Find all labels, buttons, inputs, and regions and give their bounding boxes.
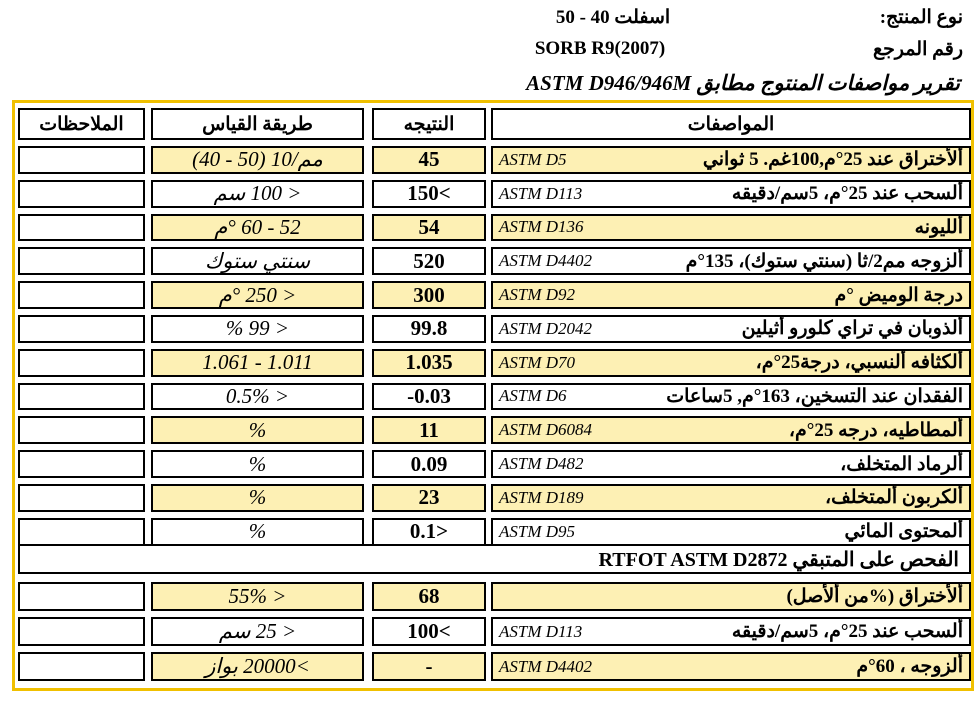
notes-cell: [18, 652, 145, 681]
notes-cell: [18, 484, 145, 512]
table-row: [15, 278, 971, 312]
method-text: مم/10 (50 - 40): [192, 147, 323, 172]
spec-name: ألزوجه ، 60°م: [856, 656, 963, 677]
notes-cell: [18, 214, 145, 242]
section-title: [18, 544, 971, 574]
table-row: [15, 312, 971, 346]
astm-standard: ASTM D5: [499, 149, 567, 169]
method-text: سنتي ستوك: [204, 248, 311, 273]
result-cell: -0.03: [372, 383, 486, 411]
table-row: [15, 649, 971, 684]
notes-cell: [18, 383, 145, 411]
result-cell: 99.8: [372, 315, 486, 343]
result-cell: -: [372, 652, 486, 681]
astm-standard: ASTM D136: [499, 217, 584, 237]
method-cell: [151, 247, 364, 275]
result-cell: 0.1>: [372, 518, 486, 546]
astm-standard: ASTM D189: [499, 487, 584, 507]
reference-label: رقم المرجع: [872, 39, 963, 60]
spec-cell: [491, 281, 971, 309]
method-cell: [151, 416, 364, 444]
column-header-method: طريقة القياس: [151, 108, 364, 140]
method-cell: [151, 450, 364, 478]
method-text: %: [248, 519, 267, 544]
method-text: < 55%: [228, 584, 287, 608]
result-cell: 68: [372, 582, 486, 611]
spec-name: ألأختراق عند 25°م,100غم. 5 ثواني: [702, 149, 963, 171]
result-cell: 150<: [372, 180, 486, 208]
table-row: [15, 380, 971, 414]
method-cell: [151, 214, 364, 242]
notes-cell: [18, 247, 145, 275]
method-text: < 100 سم: [213, 181, 302, 206]
astm-standard: ASTM D6: [499, 386, 567, 406]
spec-name: الفقدان عند التسخين، 163°م, 5ساعات: [666, 385, 963, 407]
astm-standard: ASTM D95: [499, 521, 576, 541]
notes-cell: [18, 349, 145, 377]
spec-cell: [491, 450, 971, 478]
spec-name: درجة الوميض °م: [834, 284, 963, 306]
table-header-row: [15, 105, 971, 143]
spec-name: ألمطاطيه، درجه 25°م،: [788, 419, 963, 441]
spec-name: ألذوبان في تراي كلورو أثيلين: [741, 318, 963, 340]
astm-standard: ASTM D92: [499, 285, 576, 305]
method-cell: [151, 484, 364, 512]
notes-cell: [18, 315, 145, 343]
method-text: %: [248, 485, 267, 510]
method-text: < 250 °م: [218, 282, 297, 307]
result-cell: 54: [372, 214, 486, 242]
spec-name: ألكثافه ألنسبي، درجة25°م،: [755, 352, 963, 374]
method-cell: [151, 582, 364, 611]
method-cell: [151, 349, 364, 377]
method-cell: [151, 315, 364, 343]
spec-cell: [491, 349, 971, 377]
astm-standard: ASTM D70: [499, 352, 576, 372]
spec-cell: [491, 617, 971, 646]
notes-cell: [18, 582, 145, 611]
method-text: < 0.5%: [225, 384, 290, 408]
notes-cell: [18, 450, 145, 478]
spec-name: ألسحب عند 25°م، 5سم/دقيقه: [731, 621, 963, 642]
table-row: [15, 413, 971, 447]
method-cell: [151, 146, 364, 174]
result-cell: 520: [372, 247, 486, 275]
table-row: [15, 143, 971, 177]
spec-name: ألسحب عند 25°م، 5سم/دقيقه: [731, 183, 963, 205]
spec-cell: [491, 416, 971, 444]
spec-name: ألزوجه مم2/ثا (سنتي ستوك)، 135°م: [685, 250, 963, 272]
table-row: [15, 447, 971, 481]
notes-cell: [18, 416, 145, 444]
result-cell: 100<: [372, 617, 486, 646]
result-cell: 11: [372, 416, 486, 444]
result-cell: 45: [372, 146, 486, 174]
astm-standard: ASTM D4402: [499, 656, 593, 676]
method-cell: [151, 281, 364, 309]
table-row: [15, 346, 971, 380]
method-text: >20000 بواز: [205, 654, 310, 678]
method-cell: [151, 617, 364, 646]
reference-value: SORB R9(2007): [534, 38, 666, 59]
result-cell: 23: [372, 484, 486, 512]
product-type-value: اسفلت 40 - 50: [555, 7, 671, 28]
notes-cell: [18, 281, 145, 309]
spec-name: ألليونه: [914, 216, 963, 238]
astm-standard: ASTM D482: [499, 454, 584, 474]
spec-cell: [491, 383, 971, 411]
astm-standard: ASTM D6084: [499, 420, 593, 440]
spec-name: ألأختراق (%من ألأصل): [786, 586, 963, 607]
result-cell: 0.09: [372, 450, 486, 478]
table-row: [15, 614, 971, 649]
table-row: [15, 177, 971, 211]
table-row: [15, 244, 971, 278]
notes-cell: [18, 180, 145, 208]
method-text: 1.011 - 1.061: [202, 350, 313, 375]
spec-name: ألرماد المتخلف،: [840, 453, 963, 475]
column-header-result: النتيجه: [372, 108, 486, 140]
spec-cell: [491, 180, 971, 208]
product-type-label: نوع المنتج:: [879, 7, 963, 28]
table-row: [15, 481, 971, 515]
method-text: %: [248, 451, 267, 476]
spec-cell: [491, 582, 971, 611]
spec-cell: [491, 146, 971, 174]
section-row: [15, 541, 971, 577]
column-header-notes: الملاحظات: [18, 108, 145, 140]
spec-name: ألمحتوى المائي: [844, 521, 963, 543]
column-header-spec: المواصفات: [491, 108, 971, 140]
astm-standard: ASTM D4402: [499, 251, 593, 271]
table-row: [15, 579, 971, 614]
astm-standard: ASTM D2042: [499, 318, 593, 338]
astm-standard: ASTM D113: [499, 183, 583, 203]
method-cell: [151, 652, 364, 681]
report-title: تقرير مواصفات المنتوج مطابق ASTM D946/946M: [526, 71, 960, 95]
method-cell: [151, 383, 364, 411]
result-cell: 1.035: [372, 349, 486, 377]
spec-cell: [491, 214, 971, 242]
section-title-text: الفحص على المتبقي RTFOT ASTM D2872: [598, 548, 959, 571]
notes-cell: [18, 146, 145, 174]
notes-cell: [18, 617, 145, 646]
table-row: [15, 211, 971, 245]
spec-table: [12, 100, 974, 691]
result-cell: 300: [372, 281, 486, 309]
method-cell: [151, 180, 364, 208]
method-text: < 25 سم: [218, 619, 297, 643]
method-text: %: [248, 417, 267, 442]
spec-cell: [491, 247, 971, 275]
spec-cell: [491, 315, 971, 343]
method-text: 52 - 60 °م: [214, 215, 301, 239]
astm-standard: ASTM D113: [499, 621, 583, 641]
method-text: < 99 %: [225, 316, 290, 341]
spec-cell: [491, 652, 971, 681]
spec-cell: [491, 484, 971, 512]
spec-name: ألكربون ألمتخلف،: [825, 487, 963, 509]
